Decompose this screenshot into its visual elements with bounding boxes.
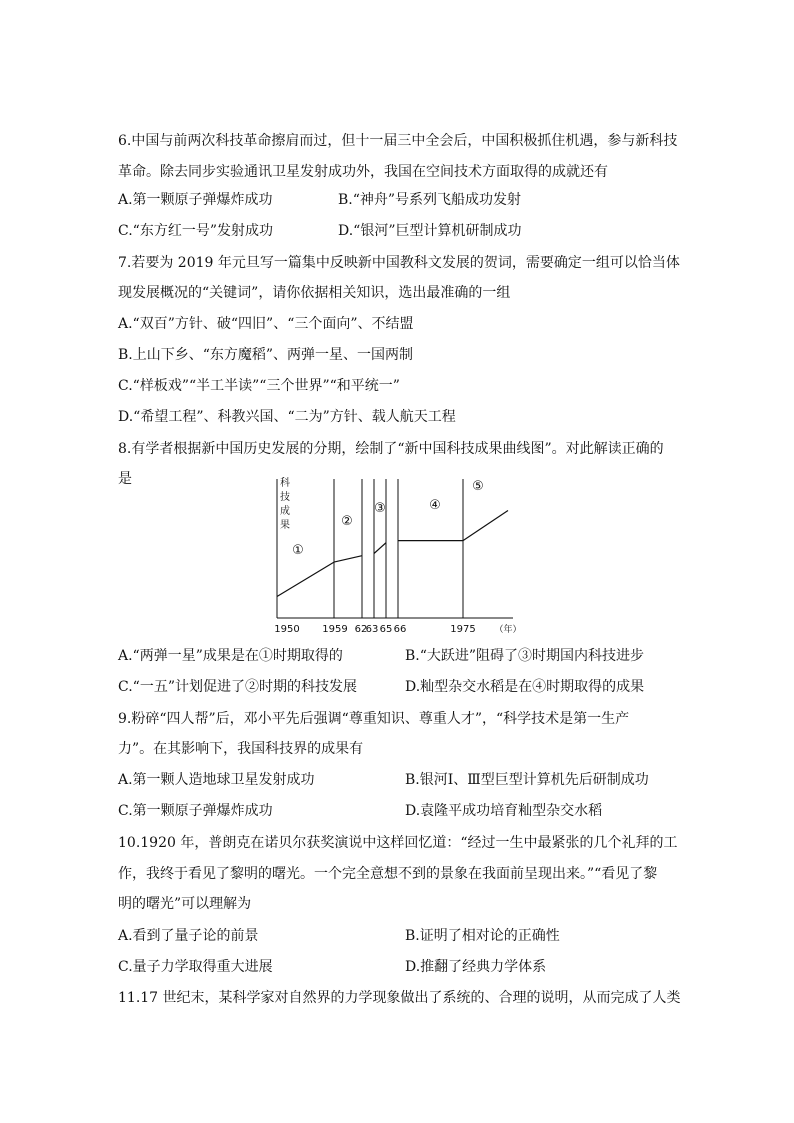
chart-period-label-2: ②: [341, 514, 353, 529]
chart-segment-3: [374, 543, 386, 554]
q10-stem-line-1: 10.1920 年，普朗克在诺贝尔获奖演说中这样回忆道：“经过一生中最紧张的几个礼拜的工: [118, 835, 678, 851]
q8-stem-line-1: 8.有学者根据新中国历史发展的分期，绘制了“新中国科技成果曲线图”。对此解读正确的: [118, 441, 664, 457]
q6-option-c: C.“东方红一号”发射成功: [118, 223, 273, 239]
chart-x-tick: 65: [379, 624, 393, 635]
chart-x-tick: 62: [354, 624, 368, 635]
q10-stem-line-3: 明的曙光”可以理解为: [118, 896, 252, 912]
q6-option-b: B.“神舟”号系列飞船成功发射: [338, 192, 522, 208]
q8-option-a: A.“两弹一星”成果是在①时期取得的: [118, 648, 343, 664]
q10-option-b: B.证明了相对论的正确性: [405, 928, 560, 944]
q9-option-a: A.第一颗人造地球卫星发射成功: [118, 772, 315, 788]
q8-stem-line-2: 是: [118, 471, 132, 487]
chart-ylabel-char: 技: [280, 492, 290, 503]
q9-option-b: B.银河Ⅰ、Ⅲ型巨型计算机先后研制成功: [405, 772, 649, 788]
chart-ylabel-char: 果: [280, 520, 290, 531]
chart-period-label-5: ⑤: [472, 479, 484, 494]
chart-period-label-3: ③: [374, 501, 386, 516]
q6-option-d: D.“银河”巨型计算机研制成功: [338, 223, 522, 239]
q10-option-d: D.推翻了经典力学体系: [405, 959, 547, 975]
chart-segment-5: [463, 511, 508, 541]
q9-stem-line-2: 力”。在其影响下，我国科技界的成果有: [118, 741, 364, 757]
q9-option-d: D.袁隆平成功培育籼型杂交水稻: [405, 803, 603, 819]
q8-option-d: D.籼型杂交水稻是在④时期取得的成果: [405, 679, 645, 695]
q7-stem-line-2: 现发展概况的“关键词”，请你依据相关知识，选出最准确的一组: [118, 285, 511, 301]
chart-xlabel: （年）: [494, 625, 522, 635]
q7-option-a: A.“双百”方针、破“四旧”、“三个面向”、不结盟: [118, 316, 414, 332]
q11-stem-line-1: 11.17 世纪末，某科学家对自然界的力学现象做出了系统的、合理的说明，从而完成了人类: [118, 990, 681, 1006]
chart-ylabel-char: 成: [280, 506, 290, 517]
q8-option-b: B.“大跃进”阻碍了③时期国内科技进步: [405, 648, 645, 664]
chart-segment-2: [334, 556, 362, 562]
chart-period-label-1: ①: [292, 543, 304, 558]
q7-stem-line-1: 7.若要为 2019 年元旦写一篇集中反映新中国教科文发展的贺词，需要确定一组可以恰当体: [118, 255, 680, 271]
q10-option-a: A.看到了量子论的前景: [118, 928, 259, 944]
q9-option-c: C.第一颗原子弹爆炸成功: [118, 803, 273, 819]
q9-stem-line-1: 9.粉碎“四人帮”后，邓小平先后强调“尊重知识、尊重人才”，“科学技术是第一生产: [118, 711, 630, 727]
chart-x-tick: 63: [365, 624, 379, 635]
q6-stem-line-1: 6.中国与前两次科技革命擦肩而过，但十一届三中全会后，中国积极抓住机遇，参与新科技: [118, 133, 678, 149]
q6-stem-line-2: 革命。除去同步实验通讯卫星发射成功外，我国在空间技术方面取得的成就还有: [118, 164, 608, 180]
chart-x-tick: 1950: [274, 624, 300, 635]
chart-x-tick: 1975: [450, 624, 476, 635]
chart-segment-1: [277, 562, 334, 596]
q7-option-d: D.“希望工程”、科教兴国、“二为”方针、载人航天工程: [118, 409, 456, 425]
q7-option-b: B.上山下乡、“东方魔稻”、两弹一星、一国两制: [118, 347, 414, 363]
q7-option-c: C.“样板戏”“半工半读”“三个世界”“和平统一”: [118, 378, 400, 394]
chart-period-label-4: ④: [429, 498, 441, 513]
q10-stem-line-2: 作，我终于看见了黎明的曙光。一个完全意想不到的景象在我面前呈现出来。”“看见了黎: [118, 866, 658, 882]
q6-option-a: A.第一颗原子弹爆炸成功: [118, 192, 273, 208]
chart-x-tick: 66: [393, 624, 407, 635]
chart-x-tick: 1959: [322, 624, 348, 635]
q8-option-c: C.“一五”计划促进了②时期的科技发展: [118, 679, 357, 695]
science-achievement-chart: [265, 474, 525, 638]
q10-option-c: C.量子力学取得重大进展: [118, 959, 273, 975]
chart-ylabel-char: 科: [280, 478, 290, 489]
